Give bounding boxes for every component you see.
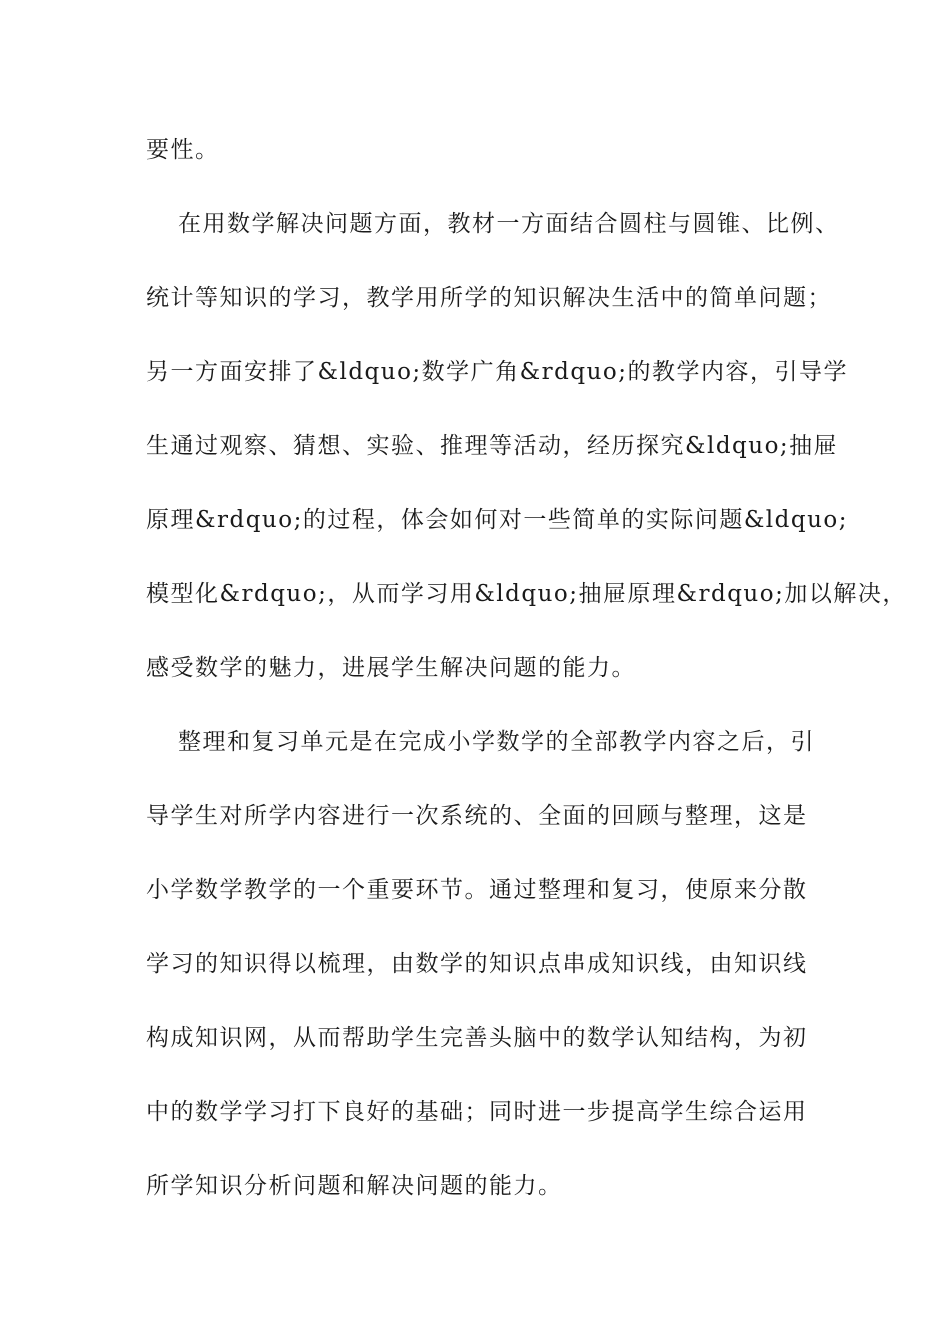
text-line: 另一方面安排了&ldquo;数学广角&rdquo;的教学内容，引导学 <box>146 359 849 385</box>
text-line: 生通过观察、猜想、实验、推理等活动，经历探究&ldquo;抽屉 <box>146 433 839 459</box>
text-line: 学习的知识得以梳理，由数学的知识点串成知识线，由知识线 <box>146 951 808 977</box>
text-line: 模型化&rdquo;，从而学习用&ldquo;抽屉原理&rdquo;加以解决， <box>146 581 907 607</box>
text-line: 要性。 <box>146 137 220 163</box>
text-line: 所学知识分析问题和解决问题的能力。 <box>146 1173 563 1199</box>
text-line: 感受数学的魅力，进展学生解决问题的能力。 <box>146 655 636 681</box>
text-line: 导学生对所学内容进行一次系统的、全面的回顾与整理，这是 <box>146 803 808 829</box>
text-line: 构成知识网，从而帮助学生完善头脑中的数学认知结构，为初 <box>146 1025 808 1051</box>
text-line: 中的数学学习打下良好的基础；同时进一步提高学生综合运用 <box>146 1099 808 1125</box>
paragraph-start-line: 整理和复习单元是在完成小学数学的全部教学内容之后，引 <box>178 729 815 755</box>
text-line: 原理&rdquo;的过程，体会如何对一些简单的实际问题&ldquo; <box>146 507 849 533</box>
body-text <box>146 132 907 1242</box>
text-line: 小学数学教学的一个重要环节。通过整理和复习，使原来分散 <box>146 877 808 903</box>
text-line: 统计等知识的学习，教学用所学的知识解决生活中的简单问题； <box>146 285 832 311</box>
paragraph-start-line: 在用数学解决问题方面，教材一方面结合圆柱与圆锥、比例、 <box>178 211 840 237</box>
